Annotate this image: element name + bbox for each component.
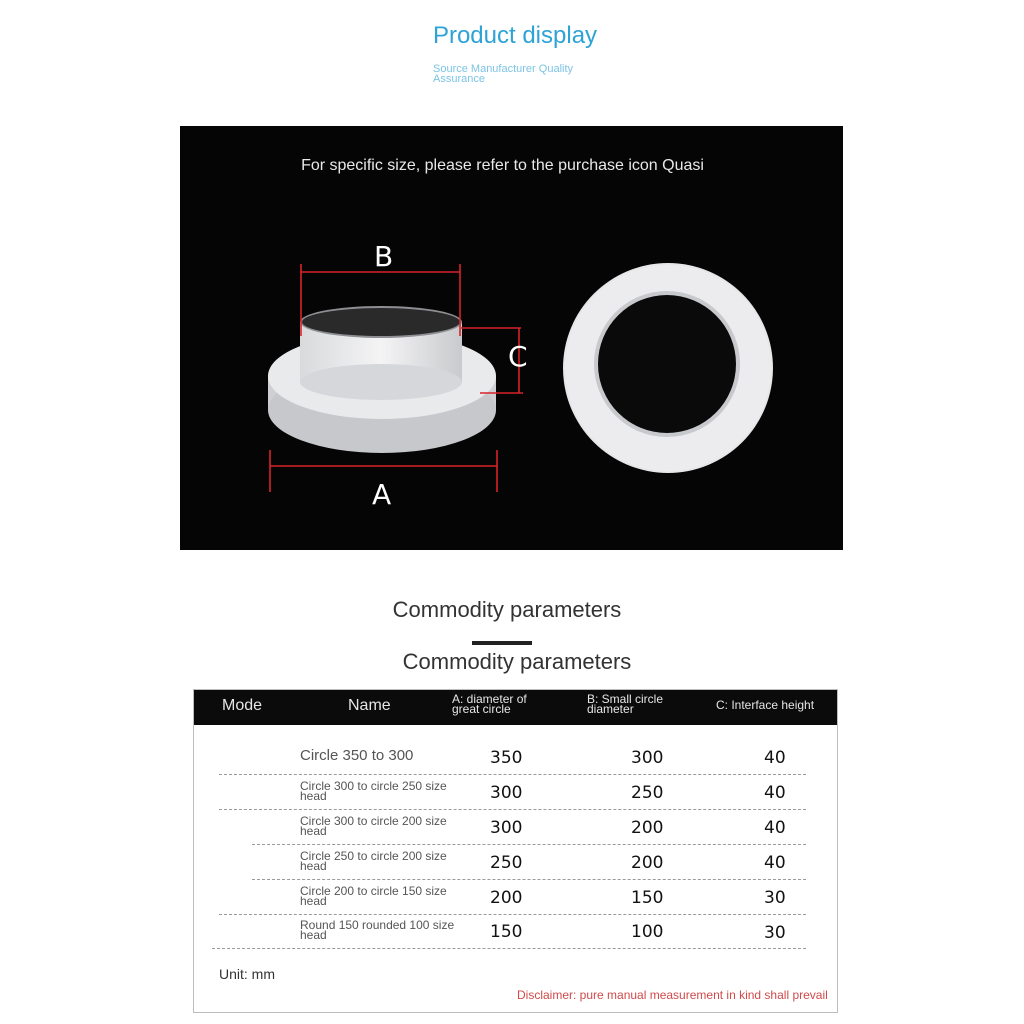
row-name: Circle 300 to circle 200 size head [300, 814, 447, 838]
table-row [194, 740, 837, 775]
header-b: B: Small circle diameter [587, 692, 664, 716]
row-name: Circle 200 to circle 150 size head [300, 884, 447, 908]
header-a: A: diameter of great circle [452, 692, 527, 716]
photo-caption: For specific size, please refer to the purchase icon Quasi [301, 157, 704, 174]
flange-illustration [180, 126, 843, 550]
row-c: 40 [764, 818, 786, 838]
row-a: 300 [490, 783, 523, 803]
dimension-label-c: C [508, 340, 528, 373]
row-name: Circle 250 to circle 200 size head [300, 849, 447, 873]
section-title-secondary: Commodity parameters [402, 649, 632, 674]
row-b: 150 [631, 888, 664, 908]
unit-note: Unit: mm [219, 966, 275, 982]
section-title: Commodity parameters [392, 597, 622, 622]
row-b: 200 [631, 818, 664, 838]
row-c: 40 [764, 853, 786, 873]
row-a: 300 [490, 818, 523, 838]
dimension-label-b: B [374, 240, 394, 273]
row-c: 30 [764, 923, 786, 943]
row-a: 200 [490, 888, 523, 908]
row-name: Circle 300 to circle 250 size head [300, 779, 447, 803]
parameters-table [193, 689, 838, 1013]
header-name: Name [348, 697, 391, 714]
row-b: 300 [631, 748, 664, 768]
row-b: 250 [631, 783, 664, 803]
row-name: Circle 350 to 300 [300, 747, 414, 764]
table-row [194, 915, 837, 950]
page-subtitle: Source Manufacturer Quality Assurance [433, 63, 574, 85]
flange-top-view [563, 263, 773, 473]
row-divider [212, 948, 806, 949]
dimension-label-a: A [372, 478, 392, 511]
section-divider [472, 641, 532, 645]
page-title: Product display [432, 22, 598, 49]
product-photo [180, 126, 843, 550]
table-row [194, 845, 837, 880]
table-row [194, 880, 837, 915]
disclaimer-note: Disclaimer: pure manual measurement in kind shall prevail [517, 988, 828, 1002]
row-name: Round 150 rounded 100 size head [300, 918, 455, 942]
table-row [194, 775, 837, 810]
row-b: 100 [631, 922, 664, 942]
row-c: 30 [764, 888, 786, 908]
row-c: 40 [764, 748, 786, 768]
table-header [194, 690, 837, 725]
row-c: 40 [764, 783, 786, 803]
header-c: C: Interface height [716, 698, 815, 712]
row-a: 150 [490, 922, 523, 942]
row-a: 250 [490, 853, 523, 873]
row-b: 200 [631, 853, 664, 873]
header-mode: Mode [222, 697, 263, 714]
row-a: 350 [490, 748, 523, 768]
table-row [194, 810, 837, 845]
